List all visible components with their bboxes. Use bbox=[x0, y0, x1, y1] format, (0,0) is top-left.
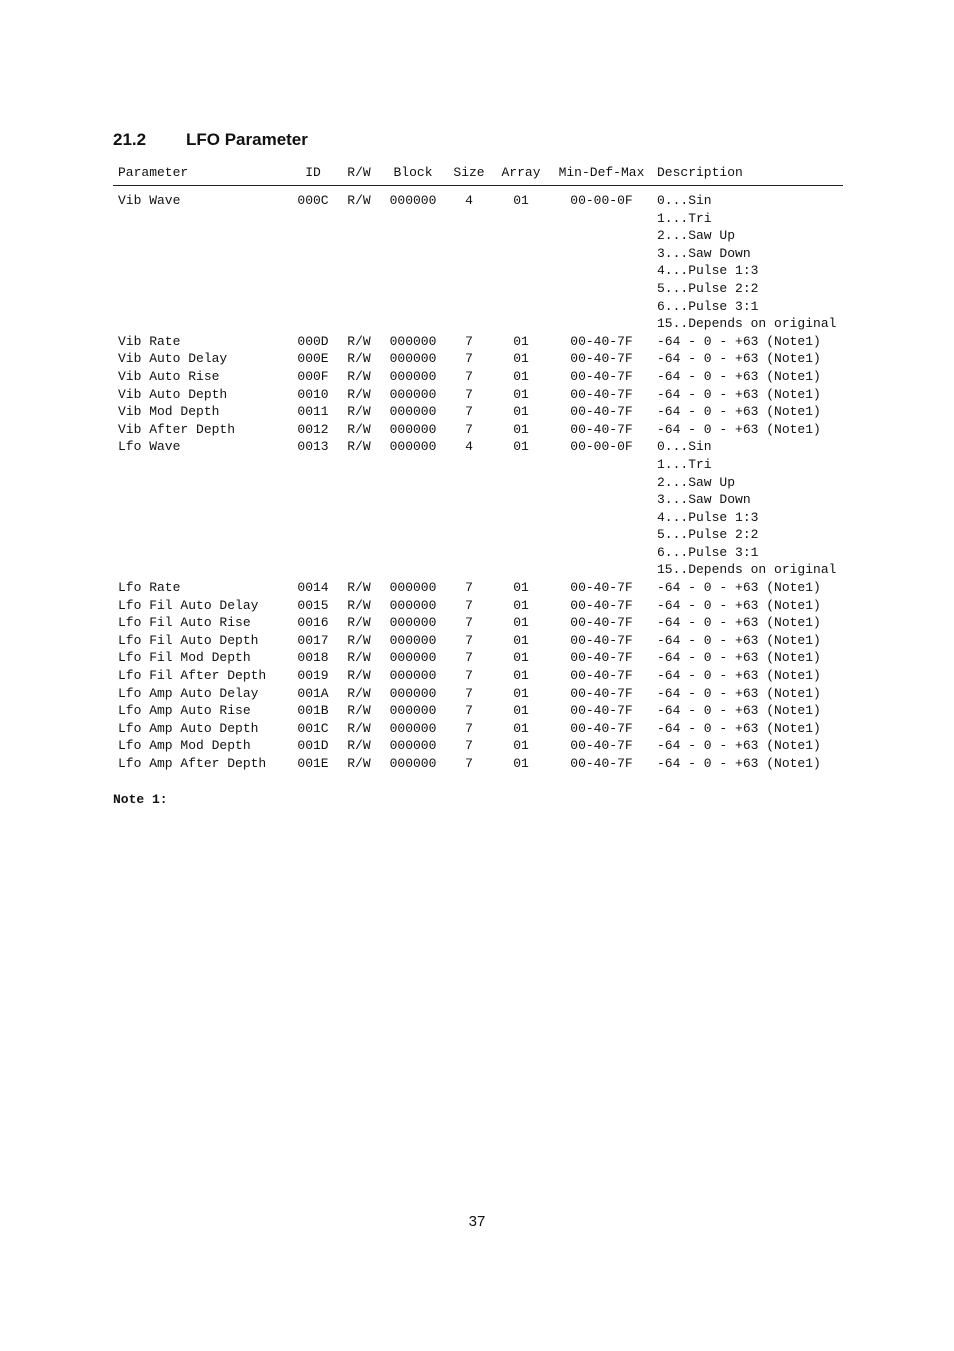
description-cell bbox=[654, 632, 843, 650]
block-cell: 000000 bbox=[389, 580, 437, 596]
lfo-parameter-table bbox=[113, 162, 843, 773]
description-cell bbox=[654, 333, 843, 351]
block-cell: 000000 bbox=[389, 738, 437, 754]
rw-cell: R/W bbox=[347, 333, 371, 349]
id-cell: 000E bbox=[297, 351, 329, 367]
block-cell: 000000 bbox=[389, 333, 437, 349]
size-cell: 7 bbox=[465, 650, 473, 666]
description-cell bbox=[654, 702, 843, 720]
id-cell: 0013 bbox=[297, 439, 329, 455]
array-cell: 01 bbox=[513, 439, 529, 455]
description-cell bbox=[654, 685, 843, 703]
description-cell bbox=[654, 737, 843, 755]
table-row bbox=[113, 632, 843, 650]
parameter-cell: Lfo Rate bbox=[118, 580, 181, 596]
array-cell: 01 bbox=[513, 668, 529, 684]
block-cell: 000000 bbox=[389, 439, 437, 455]
id-cell: 001B bbox=[297, 703, 329, 719]
block-cell: 000000 bbox=[389, 703, 437, 719]
size-cell: 7 bbox=[465, 738, 473, 754]
header-min-def-max: Min-Def-Max bbox=[549, 162, 654, 186]
block-cell: 000000 bbox=[389, 193, 437, 208]
description-line: 0...Sin bbox=[657, 193, 712, 208]
description-line: -64 - 0 - +63 (Note1) bbox=[657, 368, 821, 384]
block-cell: 000000 bbox=[389, 386, 437, 402]
min-def-max-cell: 00-40-7F bbox=[570, 668, 633, 684]
block-cell: 000000 bbox=[389, 632, 437, 648]
description-cell bbox=[654, 403, 843, 421]
parameter-cell: Lfo Fil Auto Depth bbox=[118, 632, 259, 648]
min-def-max-cell: 00-40-7F bbox=[570, 386, 633, 402]
description-line: -64 - 0 - +63 (Note1) bbox=[657, 421, 821, 437]
array-cell: 01 bbox=[513, 703, 529, 719]
id-cell: 000D bbox=[297, 333, 329, 349]
min-def-max-cell: 00-40-7F bbox=[570, 720, 633, 736]
id-cell: 0012 bbox=[297, 421, 329, 437]
min-def-max-cell: 00-40-7F bbox=[570, 615, 633, 631]
min-def-max-cell: 00-40-7F bbox=[570, 351, 633, 367]
header-block: Block bbox=[381, 162, 445, 186]
size-cell: 7 bbox=[465, 333, 473, 349]
array-cell: 01 bbox=[513, 421, 529, 437]
rw-cell: R/W bbox=[347, 439, 371, 455]
array-cell: 01 bbox=[513, 632, 529, 648]
size-cell: 4 bbox=[465, 439, 473, 455]
size-cell: 7 bbox=[465, 685, 473, 701]
id-cell: 001E bbox=[297, 756, 329, 771]
block-cell: 000000 bbox=[389, 351, 437, 367]
table-row bbox=[113, 720, 843, 738]
description-cell bbox=[654, 649, 843, 667]
description-line: 2...Saw Up bbox=[657, 228, 736, 244]
parameter-cell: Lfo Wave bbox=[118, 439, 181, 455]
description-line: 3...Saw Down bbox=[657, 245, 751, 261]
table-row bbox=[113, 597, 843, 615]
description-cell bbox=[654, 368, 843, 386]
table-row bbox=[113, 649, 843, 667]
id-cell: 0019 bbox=[297, 668, 329, 684]
rw-cell: R/W bbox=[347, 756, 371, 771]
section-title: LFO Parameter bbox=[186, 130, 308, 149]
array-cell: 01 bbox=[513, 615, 529, 631]
description-line: -64 - 0 - +63 (Note1) bbox=[657, 632, 821, 648]
min-def-max-cell: 00-40-7F bbox=[570, 421, 633, 437]
rw-cell: R/W bbox=[347, 421, 371, 437]
parameter-cell: Lfo Fil Mod Depth bbox=[118, 650, 251, 666]
header-parameter: Parameter bbox=[113, 162, 289, 186]
description-cell bbox=[654, 350, 843, 368]
description-cell bbox=[654, 597, 843, 615]
array-cell: 01 bbox=[513, 193, 529, 208]
description-line: 0...Sin bbox=[657, 439, 712, 455]
size-cell: 7 bbox=[465, 386, 473, 402]
table-row bbox=[113, 579, 843, 597]
min-def-max-cell: 00-40-7F bbox=[570, 632, 633, 648]
parameter-cell: Lfo Fil Auto Rise bbox=[118, 615, 251, 631]
table-row bbox=[113, 737, 843, 755]
table-row bbox=[113, 755, 843, 773]
description-line: -64 - 0 - +63 (Note1) bbox=[657, 386, 821, 402]
size-cell: 7 bbox=[465, 404, 473, 420]
min-def-max-cell: 00-40-7F bbox=[570, 685, 633, 701]
array-cell: 01 bbox=[513, 333, 529, 349]
description-cell bbox=[654, 438, 843, 579]
array-cell: 01 bbox=[513, 404, 529, 420]
id-cell: 001D bbox=[297, 738, 329, 754]
description-line: 5...Pulse 2:2 bbox=[657, 280, 759, 296]
header-size: Size bbox=[445, 162, 493, 186]
description-line: -64 - 0 - +63 (Note1) bbox=[657, 703, 821, 719]
id-cell: 0011 bbox=[297, 404, 329, 420]
table-row bbox=[113, 368, 843, 386]
size-cell: 7 bbox=[465, 756, 473, 771]
id-cell: 0016 bbox=[297, 615, 329, 631]
id-cell: 001A bbox=[297, 685, 329, 701]
rw-cell: R/W bbox=[347, 404, 371, 420]
description-line: -64 - 0 - +63 (Note1) bbox=[657, 597, 821, 613]
parameter-cell: Lfo Fil After Depth bbox=[118, 668, 267, 684]
rw-cell: R/W bbox=[347, 738, 371, 754]
description-line: 5...Pulse 2:2 bbox=[657, 527, 759, 543]
min-def-max-cell: 00-00-0F bbox=[570, 193, 633, 208]
parameter-cell: Lfo Amp Mod Depth bbox=[118, 738, 251, 754]
size-cell: 7 bbox=[465, 597, 473, 613]
parameter-cell: Vib Wave bbox=[118, 193, 181, 208]
block-cell: 000000 bbox=[389, 668, 437, 684]
min-def-max-cell: 00-40-7F bbox=[570, 756, 633, 771]
parameter-cell: Lfo Amp Auto Depth bbox=[118, 720, 259, 736]
rw-cell: R/W bbox=[347, 720, 371, 736]
description-line: -64 - 0 - +63 (Note1) bbox=[657, 738, 821, 754]
description-cell bbox=[654, 386, 843, 404]
description-cell bbox=[654, 421, 843, 439]
parameter-cell: Vib Auto Depth bbox=[118, 386, 228, 402]
size-cell: 7 bbox=[465, 668, 473, 684]
parameter-cell: Lfo Amp After Depth bbox=[118, 756, 267, 771]
header-description: Description bbox=[654, 162, 843, 186]
rw-cell: R/W bbox=[347, 580, 371, 596]
array-cell: 01 bbox=[513, 580, 529, 596]
min-def-max-cell: 00-40-7F bbox=[570, 650, 633, 666]
page-number: 37 bbox=[468, 1213, 486, 1230]
header-id: ID bbox=[289, 162, 337, 186]
size-cell: 7 bbox=[465, 720, 473, 736]
rw-cell: R/W bbox=[347, 650, 371, 666]
description-cell bbox=[654, 720, 843, 738]
table-body bbox=[113, 186, 843, 773]
min-def-max-cell: 00-40-7F bbox=[570, 738, 633, 754]
size-cell: 4 bbox=[465, 193, 473, 208]
parameter-cell: Lfo Amp Auto Delay bbox=[118, 685, 259, 701]
description-line: -64 - 0 - +63 (Note1) bbox=[657, 720, 821, 736]
description-line: 6...Pulse 3:1 bbox=[657, 544, 759, 560]
block-cell: 000000 bbox=[389, 368, 437, 384]
size-cell: 7 bbox=[465, 615, 473, 631]
parameter-cell: Vib Auto Delay bbox=[118, 351, 228, 367]
rw-cell: R/W bbox=[347, 703, 371, 719]
description-cell bbox=[654, 614, 843, 632]
array-cell: 01 bbox=[513, 720, 529, 736]
rw-cell: R/W bbox=[347, 685, 371, 701]
min-def-max-cell: 00-00-0F bbox=[570, 439, 633, 455]
id-cell: 001C bbox=[297, 720, 329, 736]
block-cell: 000000 bbox=[389, 597, 437, 613]
section-number: 21.2 bbox=[113, 130, 147, 149]
array-cell: 01 bbox=[513, 351, 529, 367]
description-line: 15..Depends on original bbox=[657, 562, 837, 578]
table-row bbox=[113, 421, 843, 439]
block-cell: 000000 bbox=[389, 615, 437, 631]
block-cell: 000000 bbox=[389, 720, 437, 736]
rw-cell: R/W bbox=[347, 368, 371, 384]
table-row bbox=[113, 186, 843, 333]
table-row bbox=[113, 438, 843, 579]
description-cell bbox=[654, 579, 843, 597]
rw-cell: R/W bbox=[347, 632, 371, 648]
table-header-row bbox=[113, 162, 843, 186]
description-line: -64 - 0 - +63 (Note1) bbox=[657, 615, 821, 631]
table-row bbox=[113, 403, 843, 421]
min-def-max-cell: 00-40-7F bbox=[570, 597, 633, 613]
size-cell: 7 bbox=[465, 703, 473, 719]
min-def-max-cell: 00-40-7F bbox=[570, 580, 633, 596]
array-cell: 01 bbox=[513, 756, 529, 771]
description-cell bbox=[654, 667, 843, 685]
min-def-max-cell: 00-40-7F bbox=[570, 404, 633, 420]
note-label: Note 1: bbox=[113, 792, 168, 807]
rw-cell: R/W bbox=[347, 668, 371, 684]
size-cell: 7 bbox=[465, 632, 473, 648]
rw-cell: R/W bbox=[347, 193, 371, 208]
description-line: 1...Tri bbox=[657, 210, 712, 226]
description-line: -64 - 0 - +63 (Note1) bbox=[657, 404, 821, 420]
id-cell: 0014 bbox=[297, 580, 329, 596]
id-cell: 0010 bbox=[297, 386, 329, 402]
rw-cell: R/W bbox=[347, 351, 371, 367]
size-cell: 7 bbox=[465, 580, 473, 596]
description-line: -64 - 0 - +63 (Note1) bbox=[657, 668, 821, 684]
table-row bbox=[113, 386, 843, 404]
id-cell: 0017 bbox=[297, 632, 329, 648]
rw-cell: R/W bbox=[347, 615, 371, 631]
id-cell: 000F bbox=[297, 368, 329, 384]
table-row bbox=[113, 333, 843, 351]
parameter-cell: Lfo Fil Auto Delay bbox=[118, 597, 259, 613]
min-def-max-cell: 00-40-7F bbox=[570, 703, 633, 719]
parameter-cell: Vib After Depth bbox=[118, 421, 236, 437]
min-def-max-cell: 00-40-7F bbox=[570, 368, 633, 384]
block-cell: 000000 bbox=[389, 685, 437, 701]
description-line: -64 - 0 - +63 (Note1) bbox=[657, 756, 821, 771]
min-def-max-cell: 00-40-7F bbox=[570, 333, 633, 349]
size-cell: 7 bbox=[465, 351, 473, 367]
description-line: 4...Pulse 1:3 bbox=[657, 263, 759, 279]
block-cell: 000000 bbox=[389, 756, 437, 771]
description-cell bbox=[654, 186, 843, 333]
description-line: -64 - 0 - +63 (Note1) bbox=[657, 685, 821, 701]
array-cell: 01 bbox=[513, 386, 529, 402]
table-row bbox=[113, 702, 843, 720]
size-cell: 7 bbox=[465, 368, 473, 384]
description-cell bbox=[654, 755, 843, 773]
block-cell: 000000 bbox=[389, 404, 437, 420]
array-cell: 01 bbox=[513, 597, 529, 613]
parameter-cell: Lfo Amp Auto Rise bbox=[118, 703, 251, 719]
description-line: 1...Tri bbox=[657, 456, 712, 472]
block-cell: 000000 bbox=[389, 650, 437, 666]
table-row bbox=[113, 667, 843, 685]
description-line: -64 - 0 - +63 (Note1) bbox=[657, 333, 821, 349]
description-line: -64 - 0 - +63 (Note1) bbox=[657, 650, 821, 666]
id-cell: 0015 bbox=[297, 597, 329, 613]
description-line: 6...Pulse 3:1 bbox=[657, 298, 759, 314]
description-line: 15..Depends on original bbox=[657, 316, 837, 332]
id-cell: 0018 bbox=[297, 650, 329, 666]
description-line: 4...Pulse 1:3 bbox=[657, 509, 759, 525]
id-cell: 000C bbox=[297, 193, 329, 208]
array-cell: 01 bbox=[513, 738, 529, 754]
parameter-cell: Vib Mod Depth bbox=[118, 404, 220, 420]
parameter-cell: Vib Auto Rise bbox=[118, 368, 220, 384]
array-cell: 01 bbox=[513, 650, 529, 666]
table-row bbox=[113, 685, 843, 703]
header-rw: R/W bbox=[337, 162, 381, 186]
table-row bbox=[113, 614, 843, 632]
description-line: -64 - 0 - +63 (Note1) bbox=[657, 351, 821, 367]
table-row bbox=[113, 350, 843, 368]
array-cell: 01 bbox=[513, 368, 529, 384]
rw-cell: R/W bbox=[347, 597, 371, 613]
description-line: 2...Saw Up bbox=[657, 474, 736, 490]
array-cell: 01 bbox=[513, 685, 529, 701]
description-line: 3...Saw Down bbox=[657, 492, 751, 508]
parameter-cell: Vib Rate bbox=[118, 333, 181, 349]
block-cell: 000000 bbox=[389, 421, 437, 437]
rw-cell: R/W bbox=[347, 386, 371, 402]
description-line: -64 - 0 - +63 (Note1) bbox=[657, 580, 821, 596]
header-array: Array bbox=[493, 162, 549, 186]
size-cell: 7 bbox=[465, 421, 473, 437]
